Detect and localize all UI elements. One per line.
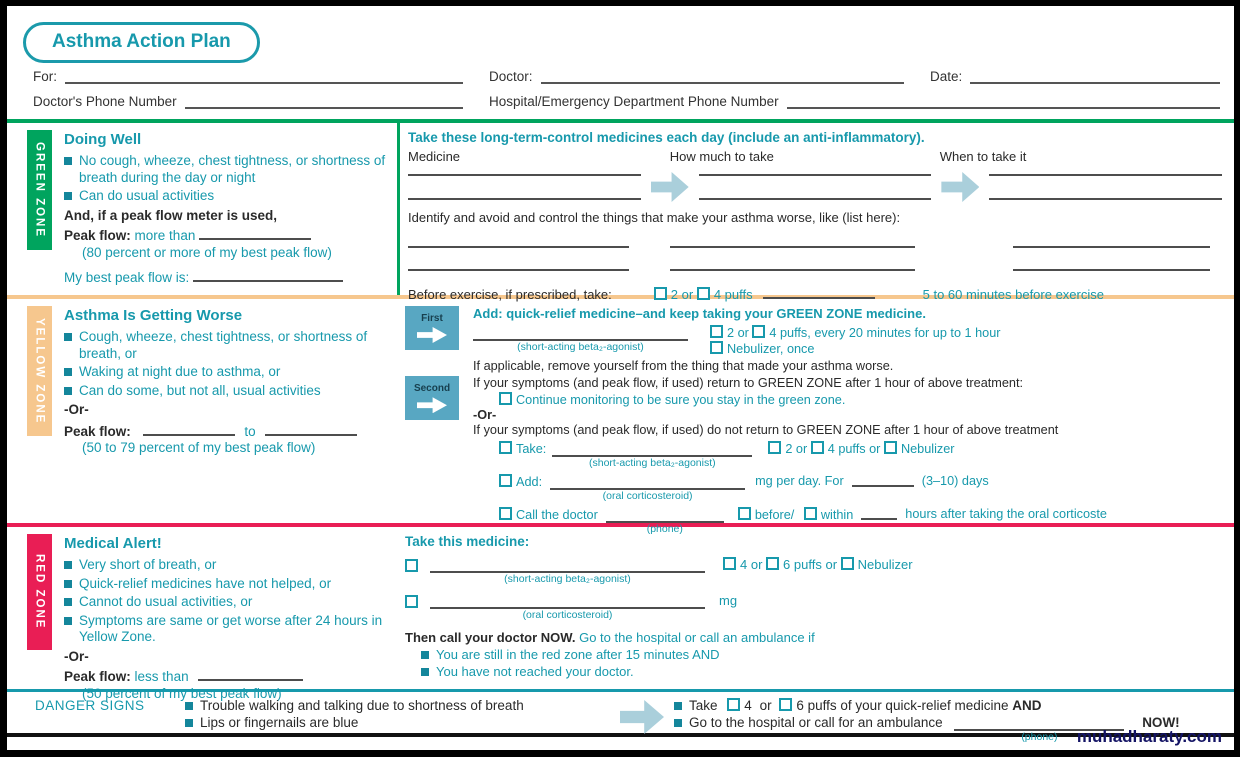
peak-flow-fill-line[interactable]: [265, 423, 357, 436]
field-hospital-phone: [489, 94, 1220, 109]
more-than-label: more than: [134, 228, 196, 244]
yellow-peak-flow-row: [64, 423, 397, 440]
list-item: [64, 188, 397, 204]
danger-take-line: [689, 698, 1042, 713]
medicine-field: [550, 474, 745, 504]
red-action-bullet-1: You are still in the red zone after 15 minutes AND: [436, 647, 720, 663]
fill-line[interactable]: [552, 441, 752, 457]
yellow-heading: Asthma Is Getting Worse: [64, 307, 243, 324]
best-peak-label: My best peak flow is:: [64, 270, 190, 286]
red-zone-label: RED ZONE: [33, 554, 46, 630]
not-return-green-line: If your symptoms (and peak flow, if used) do not return to GREEN ZONE after 1 hour of above treatment: [473, 423, 1059, 437]
green-zone-symptoms: [52, 123, 397, 295]
continue-monitoring-row: [499, 392, 1226, 408]
option-2: 2: [785, 442, 793, 457]
yellow-bullet-2: Waking at night due to asthma, or: [79, 364, 281, 380]
list-item: [185, 698, 620, 713]
option-6-puffs: 6 puffs: [783, 557, 822, 572]
or-label: or: [795, 442, 808, 457]
now-label: NOW!: [1142, 715, 1180, 730]
red-zone-actions: [397, 527, 1234, 689]
first-step-row: [405, 306, 1226, 374]
field-date: [930, 69, 1220, 84]
bullet-square-icon: [185, 719, 193, 727]
yellow-zone-section: [7, 295, 1234, 535]
list-item: [64, 153, 397, 186]
green-bullet-1: No cough, wheeze, chest tightness, or shortness of breath during the day or night: [79, 153, 386, 185]
or-label: or: [737, 325, 749, 340]
green-percent-note: (80 percent or more of my best peak flow): [82, 244, 332, 260]
header-row-2: [7, 94, 1234, 119]
add-row: [499, 474, 1226, 504]
or-label: or: [759, 698, 772, 713]
second-label: Second: [413, 383, 451, 395]
within-label: within: [820, 507, 854, 522]
then-call-label: Then call your doctor NOW.: [405, 630, 576, 646]
and-label: AND: [1012, 698, 1042, 713]
bullet-square-icon: [64, 617, 72, 625]
red-bullet-4: Symptoms are same or get worse after 24 hours in Yellow Zone.: [79, 612, 383, 645]
checkbox-2-puffs[interactable]: [768, 441, 781, 454]
checkbox-4-puffs[interactable]: [811, 441, 824, 454]
medicine-field: [430, 557, 705, 587]
fill-line[interactable]: [550, 474, 745, 490]
fill-line[interactable]: [670, 246, 915, 248]
asthma-action-plan-form: [7, 6, 1234, 750]
call-doctor-label: Call the doctor: [516, 507, 598, 522]
checkbox-nebulizer[interactable]: [841, 557, 854, 570]
arrow-right-icon: [417, 327, 447, 343]
checkbox-medicine-1[interactable]: [405, 559, 418, 572]
yellow-bullet-3: Can do some, but not all, usual activities: [79, 382, 321, 398]
or-divider: -Or-: [473, 407, 497, 422]
list-item: [64, 329, 397, 362]
green-zone-actions: [397, 123, 1234, 302]
hospital-phone-fill-line[interactable]: [787, 94, 1220, 109]
days-note: (3–10) days: [921, 473, 989, 488]
bullet-square-icon: [421, 668, 429, 676]
fill-line[interactable]: [473, 325, 688, 341]
take-row: [499, 441, 1226, 471]
continue-monitoring-label: Continue monitoring to be sure you stay in the green zone.: [516, 392, 846, 407]
red-zone-section: [7, 523, 1234, 701]
arrow-right-icon: [417, 397, 447, 413]
option-4: 4: [744, 698, 752, 713]
checkbox-medicine-2[interactable]: [405, 595, 418, 608]
add-quick-relief-heading: Add: quick-relief medicine–and keep taking your GREEN ZONE medicine.: [473, 306, 926, 321]
col-when: When to take it: [939, 149, 1027, 164]
puffs-frequency-options: [710, 325, 1001, 357]
or-label: or: [825, 557, 838, 572]
bullet-square-icon: [64, 387, 72, 395]
triggers-line-row: [408, 269, 1226, 271]
date-fill-line[interactable]: [970, 69, 1220, 84]
bullet-square-icon: [64, 580, 72, 588]
checkbox-4-puffs[interactable]: [752, 325, 765, 338]
before-within-options: [738, 507, 853, 523]
bullet-square-icon: [64, 598, 72, 606]
yellow-zone-bar: [27, 306, 52, 436]
best-peak-flow-row: [64, 269, 397, 286]
puffs-tail-label: puffs of your quick-relief medicine: [807, 698, 1009, 713]
red-medicine-row-1: [405, 557, 1226, 587]
list-item: [421, 647, 1226, 662]
arrow-right-icon: [620, 700, 664, 734]
col-medicine: Medicine: [408, 149, 461, 164]
medicine-table: [408, 172, 1222, 202]
fill-line[interactable]: [763, 286, 875, 299]
checkbox-6-puffs[interactable]: [779, 698, 792, 711]
medicine-table-header: [408, 149, 1226, 164]
option-6: 6: [796, 698, 804, 713]
peak-flow-fill-line[interactable]: [199, 227, 311, 240]
red-percent-note: (50 percent of my best peak flow): [82, 685, 282, 701]
red-bullet-2: Quick-relief medicines have not helped, or: [79, 575, 332, 591]
oral-corticosteroid-caption: (oral corticosteroid): [602, 489, 693, 502]
bullet-square-icon: [64, 333, 72, 341]
fill-line[interactable]: [989, 198, 1222, 200]
red-action-bullet-2: You have not reached your doctor.: [436, 664, 634, 680]
add-option: [499, 474, 542, 490]
list-item: [421, 664, 1226, 679]
green-bullet-2: Can do usual activities: [79, 188, 215, 204]
checkbox-2-puffs[interactable]: [710, 325, 723, 338]
second-step-content: [473, 376, 1226, 538]
before-exercise-label: Before exercise, if prescribed, take:: [408, 287, 612, 302]
option-nebulizer: Nebulizer: [857, 557, 913, 572]
medicine-field: [473, 325, 688, 355]
yellow-zone-actions: [397, 299, 1234, 535]
list-item: [64, 364, 397, 380]
arrow-right-icon: [651, 172, 689, 202]
or-label: or: [869, 442, 881, 457]
how-much-column-lines: [699, 174, 932, 200]
fill-line[interactable]: [408, 246, 629, 248]
header-row-1: [7, 69, 1234, 94]
green-peak-flow-row: [64, 227, 397, 244]
for-label: For:: [33, 69, 58, 84]
checkbox-4-puffs[interactable]: [727, 698, 740, 711]
yellow-zone-label: YELLOW ZONE: [33, 317, 46, 425]
bullet-square-icon: [185, 702, 193, 710]
before-label: before/: [754, 507, 795, 522]
fill-line[interactable]: [430, 557, 705, 573]
list-item: [64, 594, 397, 610]
fill-line[interactable]: [408, 269, 629, 271]
field-doctor-phone: [33, 94, 463, 109]
bullet-square-icon: [64, 192, 72, 200]
list-item: [64, 557, 397, 573]
peak-flow-label: Peak flow:: [64, 669, 131, 685]
option-4: 4: [740, 557, 748, 572]
less-than-label: less than: [134, 669, 189, 685]
return-green-line: If your symptoms (and peak flow, if used) return to GREEN ZONE after 1 hour of above treatment:: [473, 376, 1024, 391]
fill-line[interactable]: [1013, 246, 1209, 248]
days-fill-line[interactable]: [852, 474, 914, 487]
mg-label: mg: [719, 592, 738, 608]
yellow-bullet-1: Cough, wheeze, chest tightness, or shortness of breath, or: [79, 329, 368, 361]
list-item: [64, 576, 397, 592]
hours-after-label: hours after taking the oral corticoste: [905, 506, 1107, 521]
field-for: [33, 69, 463, 84]
peak-flow-label: Peak flow:: [64, 228, 131, 244]
danger-bullet-2: Lips or fingernails are blue: [200, 715, 359, 730]
option-4-puffs: 4 puffs: [713, 287, 753, 302]
fill-line[interactable]: [408, 174, 641, 176]
peak-flow-fill-line[interactable]: [198, 668, 303, 681]
red-heading: Medical Alert!: [64, 535, 162, 552]
red-zone-symptoms: [52, 527, 397, 701]
medicine-field: [430, 593, 705, 623]
phone-caption: (phone): [1021, 731, 1058, 743]
red-bullet-3: Cannot do usual activities, or: [79, 594, 253, 610]
option-4-puffs: 4 puffs: [827, 442, 866, 457]
field-doctor: [489, 69, 904, 84]
bullet-square-icon: [674, 719, 682, 727]
minutes-note: 5 to 60 minutes before exercise: [922, 287, 1104, 302]
or-divider: -Or-: [64, 648, 89, 664]
triggers-line-row: [408, 246, 1226, 248]
first-label: First: [421, 313, 443, 324]
peak-flow-label: Peak flow:: [64, 423, 131, 439]
medicine-field: [552, 441, 752, 471]
fill-line[interactable]: [989, 174, 1222, 176]
checkbox-take[interactable]: [499, 441, 512, 454]
take-label: Take: [689, 698, 718, 713]
checkbox-nebulizer[interactable]: [884, 441, 897, 454]
beta-agonist-caption: (short-acting beta₂-agonist): [504, 573, 631, 585]
doctor-label: Doctor:: [489, 69, 533, 84]
page-title: Asthma Action Plan: [23, 22, 260, 63]
checkbox-6-puffs[interactable]: [766, 557, 779, 570]
mg-per-day-label: mg per day. For: [755, 473, 844, 488]
watermark: muhadharaty.com: [1076, 727, 1222, 746]
arrow-right-icon: [941, 172, 979, 202]
peak-flow-intro: And, if a peak flow meter is used,: [64, 207, 278, 223]
option-2: 2: [670, 287, 678, 302]
green-zone-bar: [27, 130, 52, 250]
danger-bullet-1: Trouble walking and talking due to shortness of breath: [200, 698, 524, 713]
for-fill-line[interactable]: [65, 69, 463, 84]
when-column-lines: [989, 174, 1222, 200]
hours-fill-line[interactable]: [861, 507, 897, 520]
checkbox-continue-monitoring[interactable]: [499, 392, 512, 405]
danger-signs-label: DANGER SIGNS: [35, 698, 145, 713]
then-call-row: [405, 630, 1226, 645]
option-2: 2: [727, 325, 735, 340]
if-applicable-line: If applicable, remove yourself from the thing that made your asthma worse.: [473, 359, 894, 374]
fill-line[interactable]: [408, 198, 641, 200]
green-zone-label: GREEN ZONE: [33, 141, 46, 239]
option-nebulizer-once: Nebulizer, once: [727, 341, 815, 356]
phone-caption: (phone): [646, 522, 683, 535]
col-how-much: How much to take: [669, 149, 774, 164]
bullet-square-icon: [64, 561, 72, 569]
fill-line[interactable]: [670, 269, 915, 271]
first-step-badge: [405, 306, 459, 350]
take-option: [499, 441, 546, 457]
ambulance-label: Go to the hospital or call an ambulance if: [579, 630, 815, 646]
list-item: [64, 613, 397, 646]
option-4-every-20: 4 puffs, every 20 minutes for up to 1 hour: [769, 325, 1001, 340]
bullet-square-icon: [421, 651, 429, 659]
red-bullet-1: Very short of breath, or: [79, 557, 217, 573]
list-item: [185, 715, 620, 730]
goto-hospital-label: Go to the hospital or call for an ambulance: [689, 715, 943, 730]
first-step-content: [473, 306, 1226, 374]
red-puffs-options: [723, 557, 913, 572]
danger-take-row: [674, 698, 1224, 713]
yellow-percent-note: (50 to 79 percent of my best peak flow): [82, 440, 316, 456]
fill-line[interactable]: [430, 593, 705, 609]
medicine-column-lines: [408, 174, 641, 200]
to-label: to: [244, 423, 256, 439]
green-actions-heading: Take these long-term-control medicines each day (include an anti-inflammatory).: [408, 130, 925, 145]
yellow-zone-symptoms: [52, 299, 397, 523]
checkbox-4-puffs[interactable]: [723, 557, 736, 570]
danger-signs-symptoms: [185, 698, 620, 731]
bullet-square-icon: [64, 157, 72, 165]
date-label: Date:: [930, 69, 963, 84]
doctor-phone-label: Doctor's Phone Number: [33, 94, 177, 109]
or-divider: -Or-: [64, 402, 89, 418]
best-peak-fill-line[interactable]: [193, 269, 343, 282]
bullet-square-icon: [674, 702, 682, 710]
fill-line[interactable]: [699, 198, 932, 200]
second-step-badge: [405, 376, 459, 420]
checkbox-add[interactable]: [499, 474, 512, 487]
beta-agonist-caption: (short-acting beta₂-agonist): [589, 457, 716, 470]
green-heading: Doing Well: [64, 131, 142, 148]
red-zone-bar: [27, 534, 52, 650]
option-nebulizer: Nebulizer: [900, 442, 955, 457]
take-options: [768, 441, 954, 457]
checkbox-nebulizer-once[interactable]: [710, 341, 723, 354]
oral-corticosteroid-caption: (oral corticosteroid): [522, 608, 613, 621]
take-this-medicine-heading: Take this medicine:: [405, 534, 530, 549]
beta-agonist-caption: (short-acting beta₂-agonist): [517, 340, 644, 353]
hospital-phone-label: Hospital/Emergency Department Phone Number: [489, 94, 779, 109]
checkbox-before[interactable]: [738, 507, 751, 520]
add-label: Add:: [516, 474, 543, 489]
fill-line[interactable]: [606, 507, 724, 523]
list-item: [64, 383, 397, 399]
checkbox-call-doctor[interactable]: [499, 507, 512, 520]
red-medicine-row-2: [405, 593, 1226, 623]
red-peak-flow-row: [64, 668, 397, 685]
call-doctor-option: [499, 507, 598, 523]
identify-instruction: Identify and avoid and control the things that make your asthma worse, like (list here):: [408, 210, 901, 225]
fill-line[interactable]: [1013, 269, 1209, 271]
doctor-fill-line[interactable]: [541, 69, 904, 84]
bullet-square-icon: [64, 368, 72, 376]
doctor-phone-fill-line[interactable]: [185, 94, 463, 109]
or-label: or: [681, 287, 694, 302]
fill-line[interactable]: [699, 174, 932, 176]
green-zone-section: [7, 119, 1234, 302]
take-label: Take:: [516, 442, 547, 457]
second-step-row: [405, 376, 1226, 538]
checkbox-within[interactable]: [804, 507, 817, 520]
or-label: or: [750, 557, 763, 572]
quick-relief-line-row: [473, 325, 1226, 357]
peak-flow-fill-line[interactable]: [143, 423, 235, 436]
